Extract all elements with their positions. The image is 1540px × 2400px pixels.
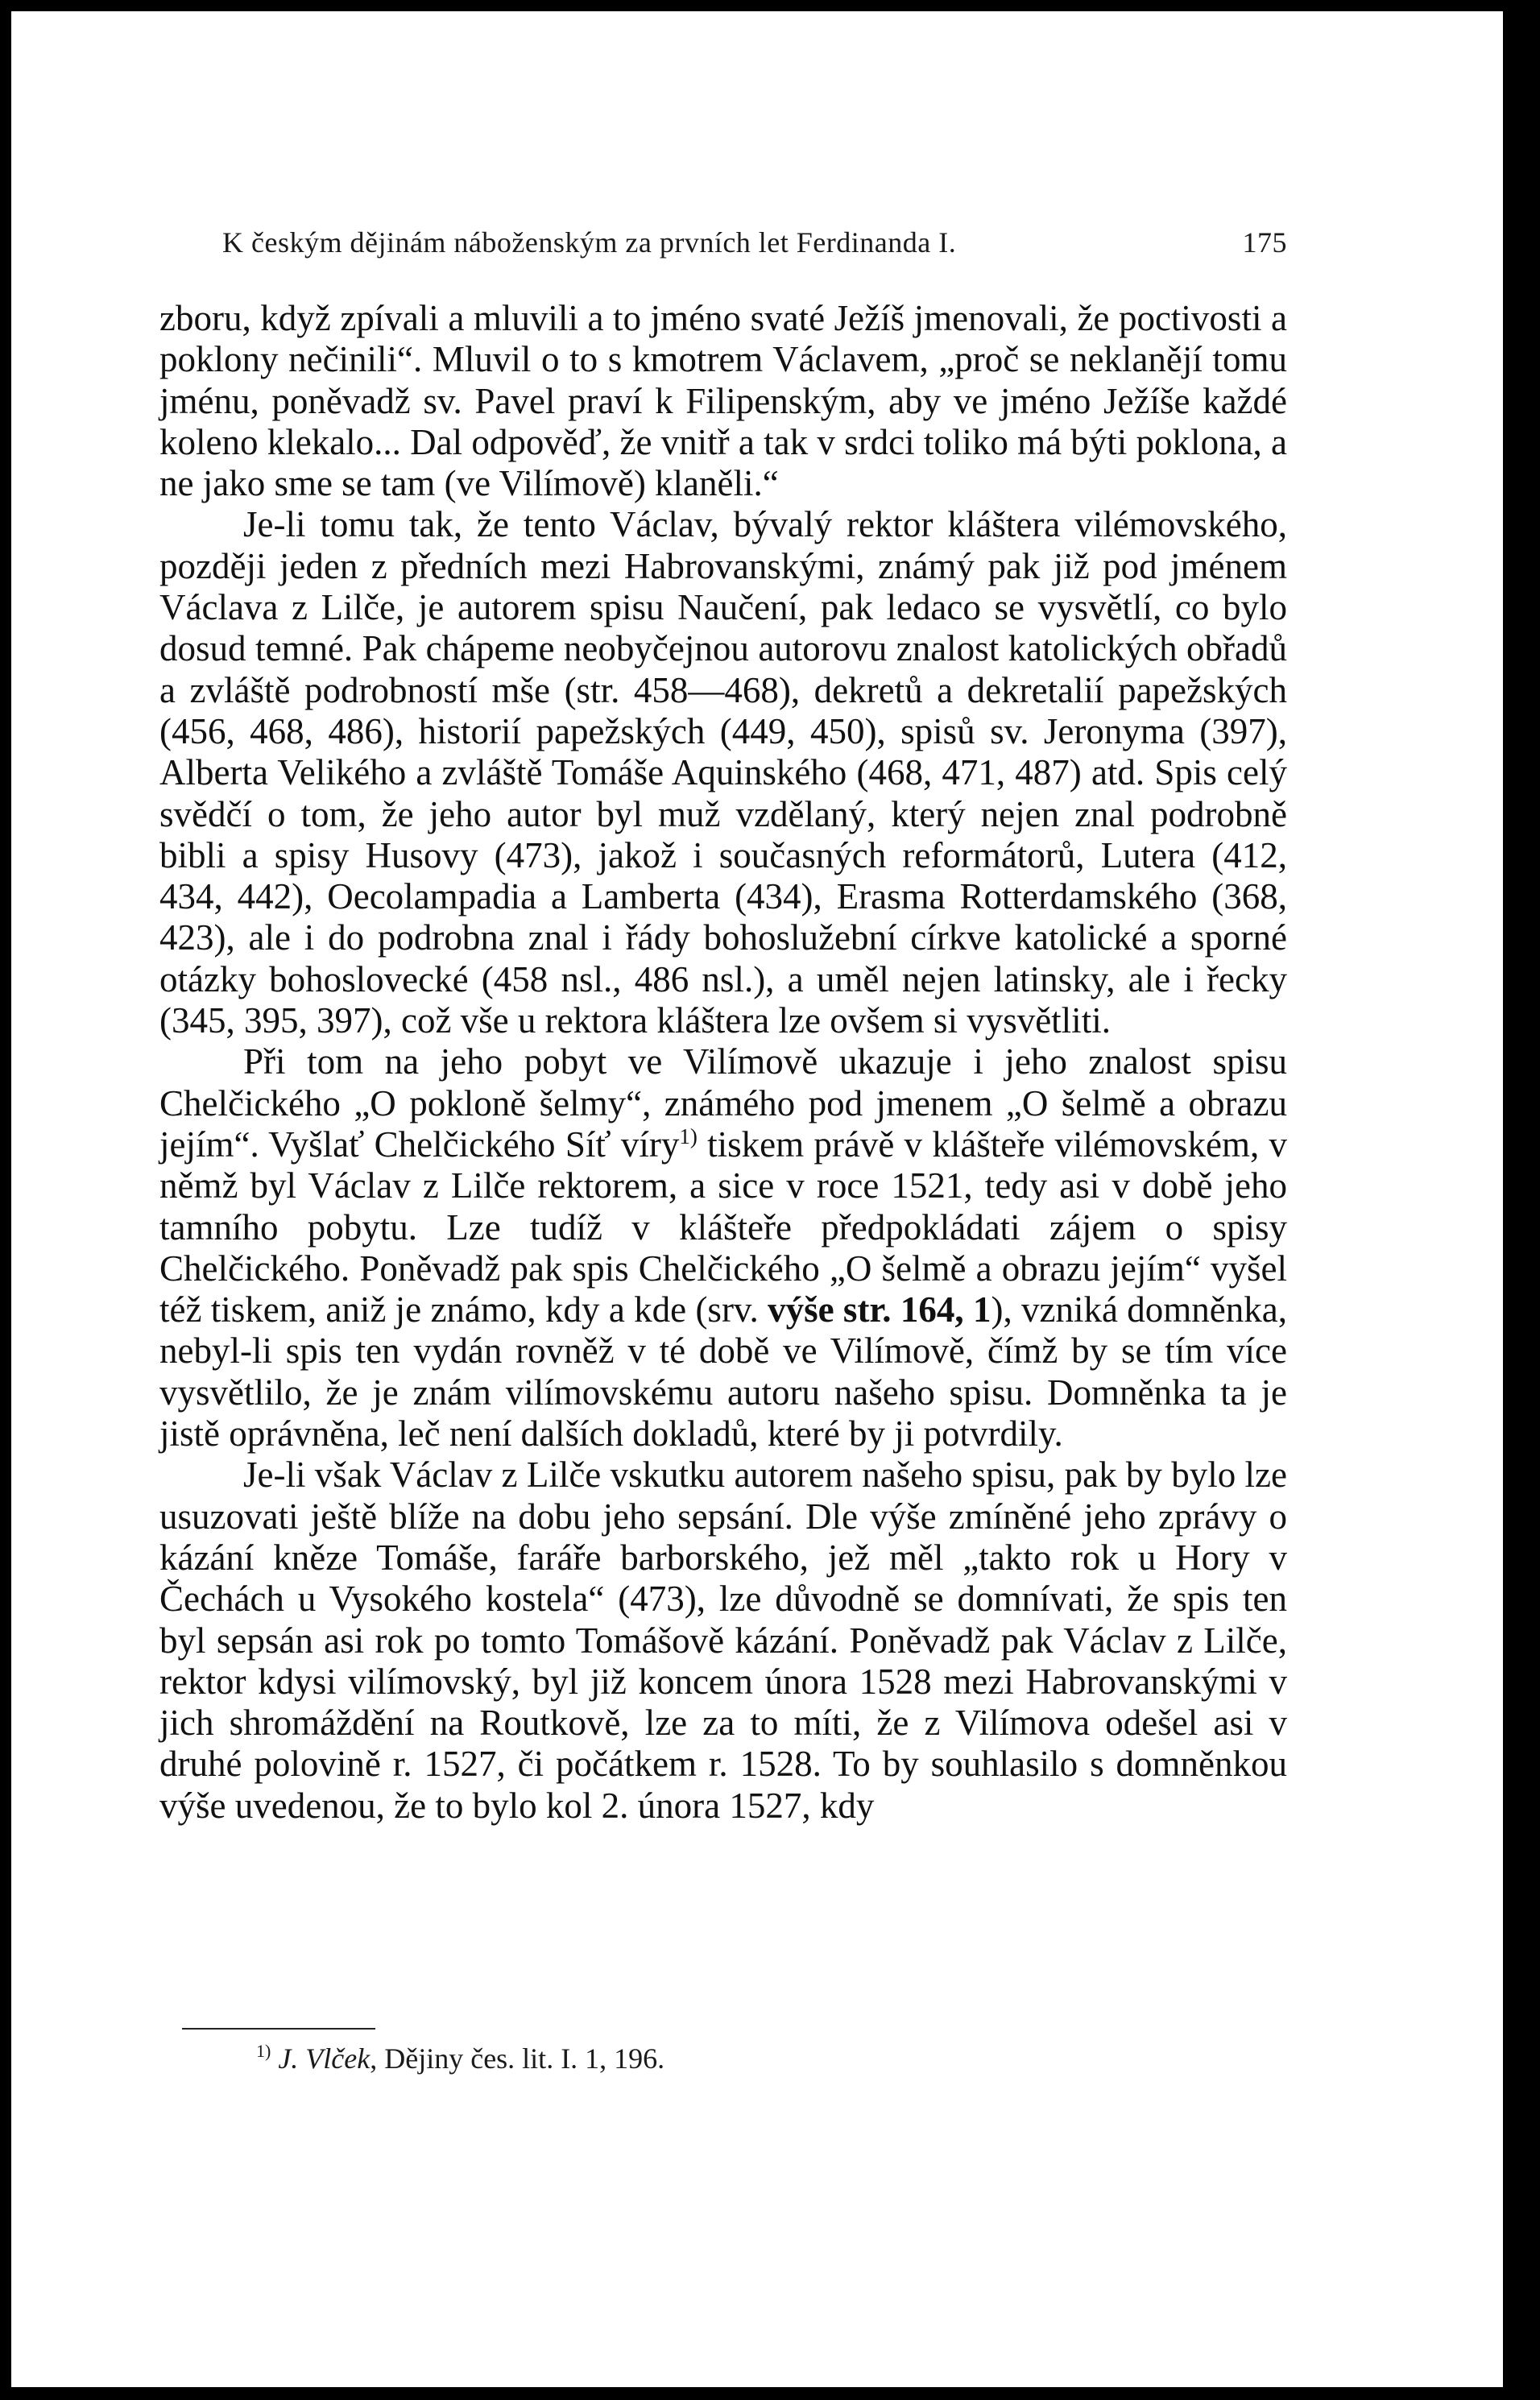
footnote-text: , Dějiny čes. lit. I. 1, 196. (370, 2042, 665, 2075)
paragraph-3-text-c: ), vzniká domněnka, nebyl-li spis ten vydán rovněž v té době ve Vilímově, čímž by se tím více vysvětlilo, že je znám vilímovskému autoru našeho spisu. Domněnka ta je jistě oprávněna, leč není dalších dokladů, které by ji potvrdily. (159, 1289, 1288, 1454)
running-header (216, 226, 1287, 271)
body-text (159, 298, 1287, 1827)
footnote (256, 2041, 1142, 2075)
footnote-author: J. Vlček (278, 2042, 371, 2075)
paragraph-3 (159, 1041, 1287, 1454)
footnote-marker: 1) (256, 2041, 271, 2061)
page-number: 175 (1242, 226, 1287, 259)
paragraph-1 (159, 298, 1287, 504)
running-title: K českým dějinám náboženským za prvních let Ferdinanda I. (222, 226, 957, 259)
paragraph-4-text: Je-li však Václav z Lilče vskutku autorem našeho spisu, pak by bylo lze usuzovati ještě blíže na dobu jeho sepsání. Dle výše zmíněné jeho zprávy o kázání kněze Tomáše, faráře barborského, jež měl „takto rok u Hory v Čechách u Vysokého kostela“ (473), lze důvodně se domnívati, že spis ten byl sepsán asi rok po tomto Tomášově kázání. Poněvadž pak Václav z Lilče, rektor kdysi vilímovský, byl již koncem února 1528 mezi Habrovanskými v jich shromáždění na Routkově, lze za to míti, že z Vilímova odešel asi v druhé polovině r. 1527, či počátkem r. 1528. To by souhlasilo s domněnkou výše uvedenou, že to bylo kol 2. února 1527, kdy (159, 1454, 1287, 1826)
paragraph-2-text: Je-li tomu tak, že tento Václav, bývalý rektor kláštera vilémovského, později jeden z předních mezi Habrovanskými, známý pak již pod jménem Václava z Lilče, je autorem spisu Naučení, pak ledaco se vysvětlí, co bylo dosud temné. Pak chápeme neobyčejnou autorovu znalost katolických obřadů a zvláště podrobností mše (str. 458—468), dekretů a dekretalií papežských (456, 468, 486), historií papežských (449, 450), spisů sv. Jeronyma (397), Alberta Velikého a zvláště Tomáše Aquinského (468, 471, 487) atd. Spis celý svědčí o tom, že jeho autor byl muž vzdělaný, který nejen znal podrobně bibli a spisy Husovy (473), jakož i současných reformátorů, Lutera (412, 434, 442), Oecolampadia a Lamberta (434), Erasma Rotterdamského (368, 423), ale i do podrobna znal i řády bohoslužební církve katolické a sporné otázky bohoslovecké (458 nsl., 486 nsl.), a uměl nejen latinsky, ale i řecky (345, 395, 397), což vše u rektora kláštera lze ovšem si vysvětliti. (159, 504, 1287, 1041)
scan-edge (1503, 11, 1540, 2400)
footnote-reference: 1) (679, 1123, 698, 1148)
paragraph-2 (159, 504, 1287, 1041)
footnote-rule (182, 2028, 375, 2030)
paragraph-1-text: zboru, když zpívali a mluvili a to jméno svaté Ježíš jmenovali, že poctivosti a poklony nečinili“. Mluvil o to s kmotrem Václavem, „proč se neklanějí tomu jménu, poněvadž sv. Pavel praví k Filipenským, aby ve jméno Ježíše každé koleno klekalo... Dal odpověď, že vnitř a tak v srdci toliko má býti poklona, a ne jako sme se tam (ve Vilímově) klaněli.“ (159, 298, 1288, 504)
paragraph-3-text-b: tiskem právě v klášteře vilémovském, v němž byl Václav z Lilče rektorem, a sice v roce 1521, tedy asi v době jeho tamního pobytu. Lze tudíž v klášteře předpokládati zájem o spisy Chelčického. Poněvadž pak spis Chelčického „O šelmě a obrazu jejím“ vyšel též tiskem, aniž je známo, kdy a kde (srv. (159, 1123, 1287, 1330)
paragraph-3-text-a: Při tom na jeho pobyt ve Vilímově ukazuje i jeho znalost spisu Chelčického „O pokloně šelmy“, známého pod jmenem „O šelmě a obrazu jejím“. Vyšlať Chelčického Síť víry (159, 1041, 1287, 1165)
paragraph-4 (159, 1454, 1287, 1827)
cross-reference: výše str. 164, 1 (768, 1289, 991, 1330)
